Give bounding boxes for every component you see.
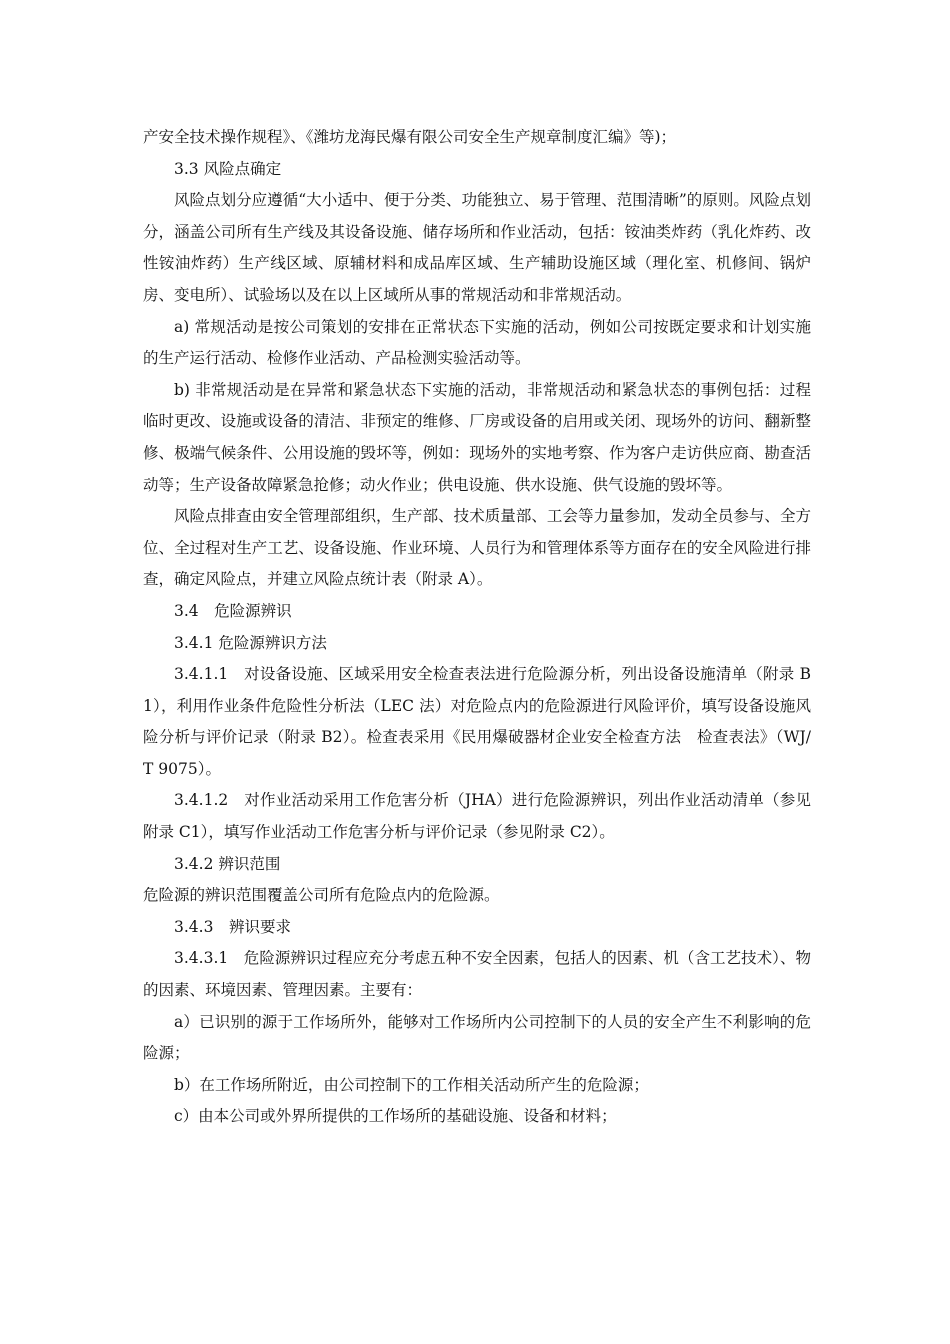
document-body — [143, 122, 811, 1133]
heading-3-4-2-identification-scope: 3.4.2 辨识范围 — [174, 854, 281, 873]
heading-3-4-hazard-identification: 3.4 危险源辨识 — [174, 601, 292, 620]
heading-3-4-1-identification-method: 3.4.1 危险源辨识方法 — [174, 633, 327, 652]
paragraph-3-4-3-1-unsafe-factors: 3.4.3.1 危险源辨识过程应充分考虑五种不安全因素，包括人的因素、机（含工艺技术）、物的因素、环境因素、管理因素。主要有： — [143, 949, 811, 1000]
heading-3-4-3-identification-requirements: 3.4.3 辨识要求 — [174, 917, 291, 936]
heading-3-3-risk-point-determination: 3.3 风险点确定 — [174, 159, 282, 178]
paragraph-3-4-1-2-work-activity-analysis: 3.4.1.2 对作业活动采用工作危害分析（JHA）进行危险源辨识，列出作业活动清单（参见附录 C1），填写作业活动工作危害分析与评价记录（参见附录 C2）。 — [143, 791, 811, 842]
list-item-c-infrastructure: c）由本公司或外界所提供的工作场所的基础设施、设备和材料； — [174, 1107, 617, 1126]
paragraph-3-4-1-1-equipment-analysis: 3.4.1.1 对设备设施、区域采用安全检查表法进行危险源分析，列出设备设施清单（附录 B1），利用作业条件危险性分析法（LEC 法）对危险点内的危险源进行风险评价，填写设备设施风险分析与评价记录（附录 B2）。检查表采用《民用爆破器材企业安全检查方法 检查表法》（WJ/T 9075）。 — [143, 665, 811, 778]
paragraph-risk-point-investigation: 风险点排查由安全管理部组织，生产部、技术质量部、工会等力量参加，发动全员参与、全方位、全过程对生产工艺、设备设施、作业环境、人员行为和管理体系等方面存在的安全风险进行排查，确定风险点，并建立风险点统计表（附录 A）。 — [143, 507, 811, 589]
list-item-b-nearby-hazards: b）在工作场所附近，由公司控制下的工作相关活动所产生的危险源； — [174, 1075, 649, 1094]
list-item-a-external-hazards: a）已识别的源于工作场所外，能够对工作场所内公司控制下的人员的安全产生不利影响的危险源； — [143, 1012, 811, 1063]
paragraph-routine-activities: a) 常规活动是按公司策划的安排在正常状态下实施的活动，例如公司按既定要求和计划实施的生产运行活动、检修作业活动、产品检测实验活动等。 — [143, 317, 811, 368]
paragraph-non-routine-activities: b) 非常规活动是在异常和紧急状态下实施的活动，非常规活动和紧急状态的事例包括：过程临时更改、设施或设备的清洁、非预定的维修、厂房或设备的启用或关闭、现场外的访问、翻新整修、极端气候条件、公用设施的毁坏等，例如：现场外的实地考察、作为客户走访供应商、勘查活动等；生产设备故障紧急抢修；动火作业；供电设施、供水设施、供气设施的毁坏等。 — [143, 380, 811, 494]
paragraph-risk-point-division: 风险点划分应遵循“大小适中、便于分类、功能独立、易于管理、范围清晰”的原则。风险点划分，涵盖公司所有生产线及其设备设施、储存场所和作业活动，包括：铵油类炸药（乳化炸药、改性铵油炸药）生产线区域、原辅材料和成品库区域、生产辅助设施区域（理化室、机修间、锅炉房、变电所）、试验场以及在以上区域所从事的常规活动和非常规活动。 — [143, 191, 811, 304]
paragraph-regulation-reference: 产安全技术操作规程》、《潍坊龙海民爆有限公司安全生产规章制度汇编》等)； — [143, 128, 677, 146]
paragraph-identification-scope: 危险源的辨识范围覆盖公司所有危险点内的危险源。 — [143, 886, 500, 905]
